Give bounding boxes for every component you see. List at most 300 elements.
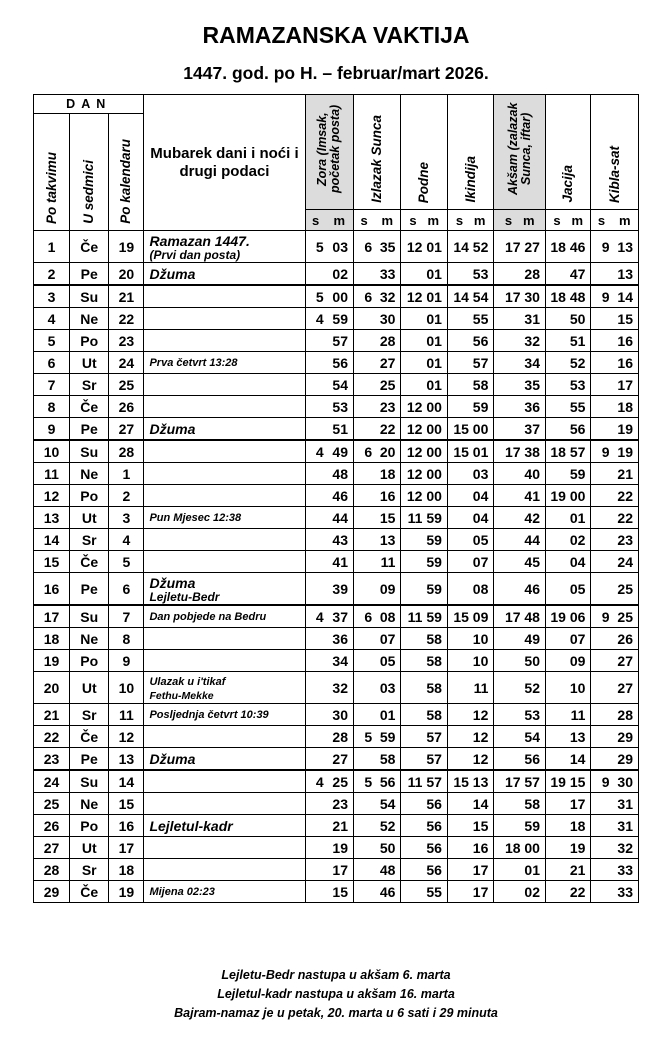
jacija-time: 21	[545, 859, 590, 881]
kibla-minute: 13	[612, 231, 639, 263]
weekday: Če	[70, 726, 109, 748]
ikindija-time: 15 13	[447, 770, 493, 793]
ikindija-time: 15 09	[447, 605, 493, 628]
kibla-minute: 29	[612, 748, 639, 771]
jacija-time: 59	[545, 463, 590, 485]
zora-minute: 43	[326, 529, 354, 551]
unit-sm: s m	[494, 210, 546, 231]
kibla-minute: 16	[612, 352, 639, 374]
jacija-time: 56	[545, 418, 590, 441]
aksam-time: 45	[494, 551, 546, 573]
unit-sm: s m	[545, 210, 590, 231]
day-takvim: 17	[34, 605, 70, 628]
jacija-time: 14	[545, 748, 590, 771]
izlazak-minute: 18	[374, 463, 401, 485]
weekday: Pe	[70, 573, 109, 606]
zora-minute: 39	[326, 573, 354, 606]
zora-minute: 00	[326, 285, 354, 308]
ikindija-time: 15 01	[447, 440, 493, 463]
jacija-time: 47	[545, 263, 590, 286]
aksam-header: Akšam (zalazak Sunca, iftar)	[494, 95, 546, 210]
jacija-time: 01	[545, 507, 590, 529]
ikindija-time: 14 54	[447, 285, 493, 308]
ikindija-time: 17	[447, 881, 493, 903]
event-cell	[144, 396, 305, 418]
kibla-hour: 9	[591, 605, 612, 628]
kibla-hour	[591, 463, 612, 485]
aksam-time: 34	[494, 352, 546, 374]
day-takvim: 3	[34, 285, 70, 308]
aksam-time: 46	[494, 573, 546, 606]
kibla-hour: 9	[591, 231, 612, 263]
day-takvim: 18	[34, 628, 70, 650]
weekday: Su	[70, 605, 109, 628]
jacija-time: 51	[545, 330, 590, 352]
unit-m: m	[326, 210, 354, 231]
izlazak-minute: 05	[374, 650, 401, 672]
ikindija-time: 05	[447, 529, 493, 551]
event-text: Lejletul-kadr	[149, 817, 233, 834]
day-calendar: 12	[109, 726, 144, 748]
day-calendar: 13	[109, 748, 144, 771]
zora-minute: 44	[326, 507, 354, 529]
weekday: Pe	[70, 748, 109, 771]
izlazak-minute: 50	[374, 837, 401, 859]
izlazak-minute: 27	[374, 352, 401, 374]
day-takvim: 9	[34, 418, 70, 441]
event-cell	[144, 529, 305, 551]
event-cell	[144, 605, 305, 628]
zora-hour	[305, 748, 326, 771]
izlazak-hour	[354, 463, 375, 485]
event-cell	[144, 308, 305, 330]
podne-time: 56	[401, 859, 447, 881]
aksam-time: 31	[494, 308, 546, 330]
table-row	[34, 263, 639, 286]
izlazak-minute: 33	[374, 263, 401, 286]
podne-time: 12 00	[401, 440, 447, 463]
podne-time: 01	[401, 374, 447, 396]
weekday: Po	[70, 485, 109, 507]
izlazak-minute: 11	[374, 551, 401, 573]
izlazak-hour	[354, 628, 375, 650]
izlazak-minute: 08	[374, 605, 401, 628]
podne-time: 01	[401, 330, 447, 352]
day-calendar: 15	[109, 793, 144, 815]
izlazak-minute: 25	[374, 374, 401, 396]
day-takvim: 2	[34, 263, 70, 286]
aksam-time: 35	[494, 374, 546, 396]
kibla-hour	[591, 815, 612, 837]
izlazak-minute: 22	[374, 418, 401, 441]
day-calendar: 10	[109, 672, 144, 704]
izlazak-hour	[354, 529, 375, 551]
day-calendar: 6	[109, 573, 144, 606]
po-takvimu-header: Po takvimu	[34, 114, 70, 231]
event-cell	[144, 485, 305, 507]
kibla-hour	[591, 551, 612, 573]
event-subtext: Lejletu-Bedr	[149, 589, 220, 604]
podne-time: 59	[401, 573, 447, 606]
podne-time: 11 59	[401, 605, 447, 628]
unit-m: m	[612, 210, 639, 231]
day-calendar: 25	[109, 374, 144, 396]
kibla-hour	[591, 352, 612, 374]
event-cell	[144, 859, 305, 881]
izlazak-hour	[354, 573, 375, 606]
podne-time: 58	[401, 650, 447, 672]
podne-time: 56	[401, 793, 447, 815]
day-calendar: 9	[109, 650, 144, 672]
aksam-time: 49	[494, 628, 546, 650]
izlazak-minute: 03	[374, 672, 401, 704]
weekday: Ne	[70, 628, 109, 650]
jacija-time: 07	[545, 628, 590, 650]
event-text: Pun Mjesec 12:38	[149, 511, 242, 524]
event-text: Džuma	[149, 420, 196, 437]
zora-hour	[305, 726, 326, 748]
zora-hour	[305, 672, 326, 704]
weekday: Po	[70, 650, 109, 672]
podne-time: 55	[401, 881, 447, 903]
jacija-time: 53	[545, 374, 590, 396]
event-cell	[144, 704, 305, 726]
zora-minute: 15	[326, 881, 354, 903]
izlazak-minute: 46	[374, 881, 401, 903]
ikindija-time: 10	[447, 650, 493, 672]
zora-minute: 03	[326, 231, 354, 263]
izlazak-hour	[354, 793, 375, 815]
podne-time: 11 57	[401, 770, 447, 793]
izlazak-hour	[354, 418, 375, 441]
izlazak-hour	[354, 330, 375, 352]
jacija-time: 52	[545, 352, 590, 374]
day-takvim: 12	[34, 485, 70, 507]
kibla-minute: 22	[612, 507, 639, 529]
zora-hour	[305, 374, 326, 396]
jacija-time: 13	[545, 726, 590, 748]
zora-hour	[305, 837, 326, 859]
jacija-time: 19	[545, 837, 590, 859]
podne-time: 01	[401, 263, 447, 286]
day-takvim: 23	[34, 748, 70, 771]
unit-m: m	[374, 210, 401, 231]
izlazak-hour	[354, 704, 375, 726]
zora-minute: 28	[326, 726, 354, 748]
podne-time: 56	[401, 837, 447, 859]
ikindija-header: Ikindija	[447, 95, 493, 210]
zora-minute: 02	[326, 263, 354, 286]
kibla-minute: 13	[612, 263, 639, 286]
table-row	[34, 396, 639, 418]
kibla-hour	[591, 837, 612, 859]
ikindija-time: 57	[447, 352, 493, 374]
kibla-minute: 17	[612, 374, 639, 396]
podne-time: 12 00	[401, 463, 447, 485]
kibla-hour	[591, 628, 612, 650]
event-cell	[144, 793, 305, 815]
ikindija-time: 53	[447, 263, 493, 286]
ikindija-time: 07	[447, 551, 493, 573]
day-takvim: 20	[34, 672, 70, 704]
page-subtitle: 1447. god. po H. – februar/mart 2026.	[183, 63, 489, 83]
mubarek-header: Mubarek dani i noći i drugi podaci	[144, 95, 305, 231]
izlazak-hour	[354, 837, 375, 859]
kibla-minute: 30	[612, 770, 639, 793]
izlazak-minute: 56	[374, 770, 401, 793]
footer-notes	[0, 966, 672, 1023]
weekday: Pe	[70, 418, 109, 441]
kibla-minute: 16	[612, 330, 639, 352]
ikindija-time: 03	[447, 463, 493, 485]
izlazak-hour	[354, 650, 375, 672]
day-takvim: 26	[34, 815, 70, 837]
izlazak-minute: 28	[374, 330, 401, 352]
izlazak-hour	[354, 551, 375, 573]
zora-hour	[305, 551, 326, 573]
podne-time: 12 00	[401, 396, 447, 418]
zora-minute: 37	[326, 605, 354, 628]
kibla-hour	[591, 507, 612, 529]
aksam-time: 36	[494, 396, 546, 418]
izlazak-hour	[354, 815, 375, 837]
event-subtext: (Prvi dan posta)	[149, 247, 241, 262]
ikindija-time: 17	[447, 859, 493, 881]
zora-minute: 41	[326, 551, 354, 573]
jacija-time: 11	[545, 704, 590, 726]
weekday: Ut	[70, 672, 109, 704]
ikindija-time: 11	[447, 672, 493, 704]
izlazak-hour	[354, 396, 375, 418]
izlazak-minute: 09	[374, 573, 401, 606]
izlazak-minute: 30	[374, 308, 401, 330]
table-row	[34, 881, 639, 903]
izlazak-hour: 5	[354, 770, 375, 793]
zora-header: Zora (Imsak, početak posta)	[305, 95, 354, 210]
kibla-hour	[591, 704, 612, 726]
kibla-minute: 33	[612, 859, 639, 881]
day-takvim: 22	[34, 726, 70, 748]
event-cell	[144, 628, 305, 650]
ikindija-time: 10	[447, 628, 493, 650]
zora-minute: 57	[326, 330, 354, 352]
unit-s: s	[305, 210, 326, 231]
day-calendar: 19	[109, 881, 144, 903]
podne-time: 59	[401, 551, 447, 573]
table-row	[34, 440, 639, 463]
vaktija-table	[33, 94, 639, 903]
podne-time: 11 59	[401, 507, 447, 529]
table-row	[34, 793, 639, 815]
day-takvim: 27	[34, 837, 70, 859]
kibla-minute: 31	[612, 793, 639, 815]
zora-minute: 51	[326, 418, 354, 441]
izlazak-minute: 23	[374, 396, 401, 418]
izlazak-minute: 52	[374, 815, 401, 837]
zora-hour	[305, 396, 326, 418]
weekday: Ut	[70, 837, 109, 859]
zora-hour: 5	[305, 231, 326, 263]
table-row	[34, 770, 639, 793]
table-row	[34, 628, 639, 650]
weekday: Su	[70, 285, 109, 308]
day-calendar: 17	[109, 837, 144, 859]
day-calendar: 2	[109, 485, 144, 507]
zora-hour: 5	[305, 285, 326, 308]
event-cell	[144, 573, 305, 606]
event-cell	[144, 815, 305, 837]
event-text: Mijena 02:23	[149, 885, 215, 898]
zora-minute: 30	[326, 704, 354, 726]
event-cell	[144, 263, 305, 286]
day-calendar: 22	[109, 308, 144, 330]
kibla-minute: 27	[612, 672, 639, 704]
podne-time: 57	[401, 748, 447, 771]
event-text: Posljednja četvrt 10:39	[149, 708, 269, 721]
zora-hour	[305, 418, 326, 441]
day-calendar: 4	[109, 529, 144, 551]
kibla-hour	[591, 529, 612, 551]
podne-time: 56	[401, 815, 447, 837]
table-row	[34, 485, 639, 507]
weekday: Po	[70, 815, 109, 837]
kibla-minute: 28	[612, 704, 639, 726]
jacija-time: 09	[545, 650, 590, 672]
day-calendar: 20	[109, 263, 144, 286]
weekday: Po	[70, 330, 109, 352]
zora-hour	[305, 507, 326, 529]
event-cell	[144, 285, 305, 308]
day-takvim: 7	[34, 374, 70, 396]
event-text: Džuma	[149, 265, 196, 282]
event-text: Prva četvrt 13:28	[149, 356, 238, 369]
izlazak-hour	[354, 308, 375, 330]
izlazak-hour: 6	[354, 285, 375, 308]
izlazak-minute: 01	[374, 704, 401, 726]
aksam-time: 18 00	[494, 837, 546, 859]
aksam-time: 42	[494, 507, 546, 529]
izlazak-minute: 35	[374, 231, 401, 263]
day-takvim: 11	[34, 463, 70, 485]
event-cell	[144, 440, 305, 463]
izlazak-minute: 07	[374, 628, 401, 650]
zora-minute: 17	[326, 859, 354, 881]
izlazak-minute: 59	[374, 726, 401, 748]
day-takvim: 14	[34, 529, 70, 551]
aksam-time: 52	[494, 672, 546, 704]
jacija-time: 17	[545, 793, 590, 815]
kibla-hour: 9	[591, 285, 612, 308]
po-kalendaru-header: Po kalendaru	[109, 114, 144, 231]
izlazak-hour	[354, 881, 375, 903]
event-cell	[144, 330, 305, 352]
zora-minute: 21	[326, 815, 354, 837]
zora-minute: 59	[326, 308, 354, 330]
event-text: Ulazak u i'tikaf	[149, 675, 226, 688]
page-title: RAMAZANSKA VAKTIJA	[202, 22, 470, 48]
kibla-hour	[591, 573, 612, 606]
zora-minute: 56	[326, 352, 354, 374]
jacija-time: 18 48	[545, 285, 590, 308]
weekday: Ne	[70, 463, 109, 485]
zora-minute: 32	[326, 672, 354, 704]
podne-time: 57	[401, 726, 447, 748]
aksam-time: 01	[494, 859, 546, 881]
ikindija-time: 56	[447, 330, 493, 352]
day-takvim: 16	[34, 573, 70, 606]
kibla-minute: 23	[612, 529, 639, 551]
kibla-hour	[591, 859, 612, 881]
event-cell	[144, 231, 305, 263]
unit-sm: s m	[447, 210, 493, 231]
ikindija-time: 14 52	[447, 231, 493, 263]
table-row	[34, 308, 639, 330]
zora-minute: 36	[326, 628, 354, 650]
ikindija-time: 15 00	[447, 418, 493, 441]
event-cell	[144, 507, 305, 529]
kibla-hour	[591, 308, 612, 330]
ikindija-time: 16	[447, 837, 493, 859]
day-takvim: 5	[34, 330, 70, 352]
aksam-time: 54	[494, 726, 546, 748]
zora-minute: 19	[326, 837, 354, 859]
zora-minute: 23	[326, 793, 354, 815]
aksam-time: 17 27	[494, 231, 546, 263]
unit-sm: s m	[401, 210, 447, 231]
podne-time: 59	[401, 529, 447, 551]
podne-time: 12 01	[401, 285, 447, 308]
izlazak-hour	[354, 352, 375, 374]
weekday: Ne	[70, 793, 109, 815]
zora-minute: 48	[326, 463, 354, 485]
weekday: Pe	[70, 263, 109, 286]
podne-time: 58	[401, 628, 447, 650]
table-row	[34, 650, 639, 672]
table-row	[34, 507, 639, 529]
aksam-time: 40	[494, 463, 546, 485]
aksam-time: 59	[494, 815, 546, 837]
day-calendar: 27	[109, 418, 144, 441]
event-cell	[144, 418, 305, 441]
jacija-time: 05	[545, 573, 590, 606]
kibla-minute: 21	[612, 463, 639, 485]
zora-hour	[305, 529, 326, 551]
kibla-minute: 25	[612, 605, 639, 628]
event-cell	[144, 650, 305, 672]
weekday: Ut	[70, 352, 109, 374]
kibla-minute: 26	[612, 628, 639, 650]
kibla-hour	[591, 330, 612, 352]
podne-time: 01	[401, 352, 447, 374]
ikindija-time: 04	[447, 485, 493, 507]
weekday: Če	[70, 396, 109, 418]
day-takvim: 13	[34, 507, 70, 529]
kibla-header: Kibla-sat	[591, 95, 639, 210]
ikindija-time: 08	[447, 573, 493, 606]
weekday: Če	[70, 881, 109, 903]
aksam-time: 37	[494, 418, 546, 441]
zora-hour: 4	[305, 770, 326, 793]
kibla-hour: 9	[591, 770, 612, 793]
table-row	[34, 815, 639, 837]
zora-hour	[305, 650, 326, 672]
table-row	[34, 748, 639, 771]
izlazak-hour	[354, 748, 375, 771]
dan-header: DAN	[34, 95, 144, 114]
izlazak-minute: 32	[374, 285, 401, 308]
izlazak-header: Izlazak Sunca	[354, 95, 401, 210]
izlazak-minute: 15	[374, 507, 401, 529]
